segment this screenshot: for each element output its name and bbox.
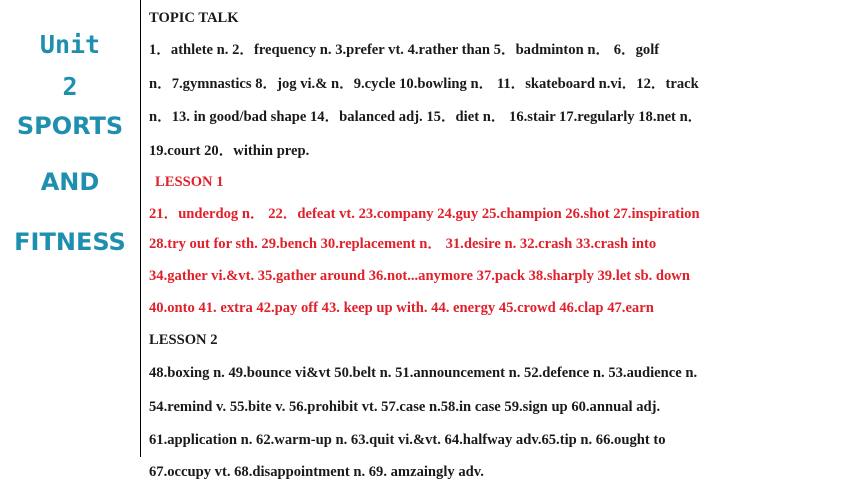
topic-talk-line: n．7.gymnastics 8．jog vi.& n．9.cycle 10.bowling n． 11．skateboard n.vi．12．track (149, 76, 699, 92)
unit-label: Unit (39, 30, 101, 59)
unit-number: 2 (62, 72, 78, 101)
unit-title-sports: SPORTS (16, 112, 124, 140)
lesson1-heading: LESSON 1 (155, 174, 224, 190)
lesson1-line: 28.try out for sth. 29.bench 30.replacement n． 31.desire n. 32.crash 33.crash into (149, 236, 657, 252)
lesson1-line: 34.gather vi.&vt. 35.gather around 36.not...anymore 37.pack 38.sharply 39.let sb. down (149, 268, 690, 284)
lesson1-line: 40.onto 41. extra 42.pay off 43. keep up with. 44. energy 45.crowd 46.clap 47.earn (149, 300, 654, 316)
topic-talk-line: 19.court 20．within prep. (149, 143, 310, 159)
lesson2-line: 48.boxing n. 49.bounce vi&vt 50.belt n. 51.announcement n. 52.defence n. 53.audience n. (149, 365, 698, 381)
unit-title-and: AND (40, 168, 100, 196)
lesson2-line: 67.occupy vt. 68.disappointment n. 69. amzaingly adv. (149, 464, 484, 480)
topic-talk-line: 1．athlete n. 2．frequency n. 3.prefer vt. 4.rather than 5．badminton n． 6．golf (149, 42, 660, 58)
topic-talk-line: n．13. in good/bad shape 14．balanced adj. 15．diet n． 16.stair 17.regularly 18.net n． (149, 109, 703, 125)
unit-title-fitness: FITNESS (14, 228, 126, 256)
topic-talk-heading: TOPIC TALK (149, 10, 239, 26)
lesson1-line: 21．underdog n． 22．defeat vt. 23.company 24.guy 25.champion 26.shot 27.inspiration (149, 206, 700, 222)
unit-sidebar (0, 0, 140, 484)
lesson2-line: 61.application n. 62.warm-up n. 63.quit vi.&vt. 64.halfway adv.65.tip n. 66.ought to (149, 432, 666, 448)
vertical-divider (140, 0, 141, 457)
lesson2-heading: LESSON 2 (149, 332, 218, 348)
lesson2-line: 54.remind v. 55.bite v. 56.prohibit vt. 57.case n.58.in case 59.sign up 60.annual adj. (149, 399, 661, 415)
